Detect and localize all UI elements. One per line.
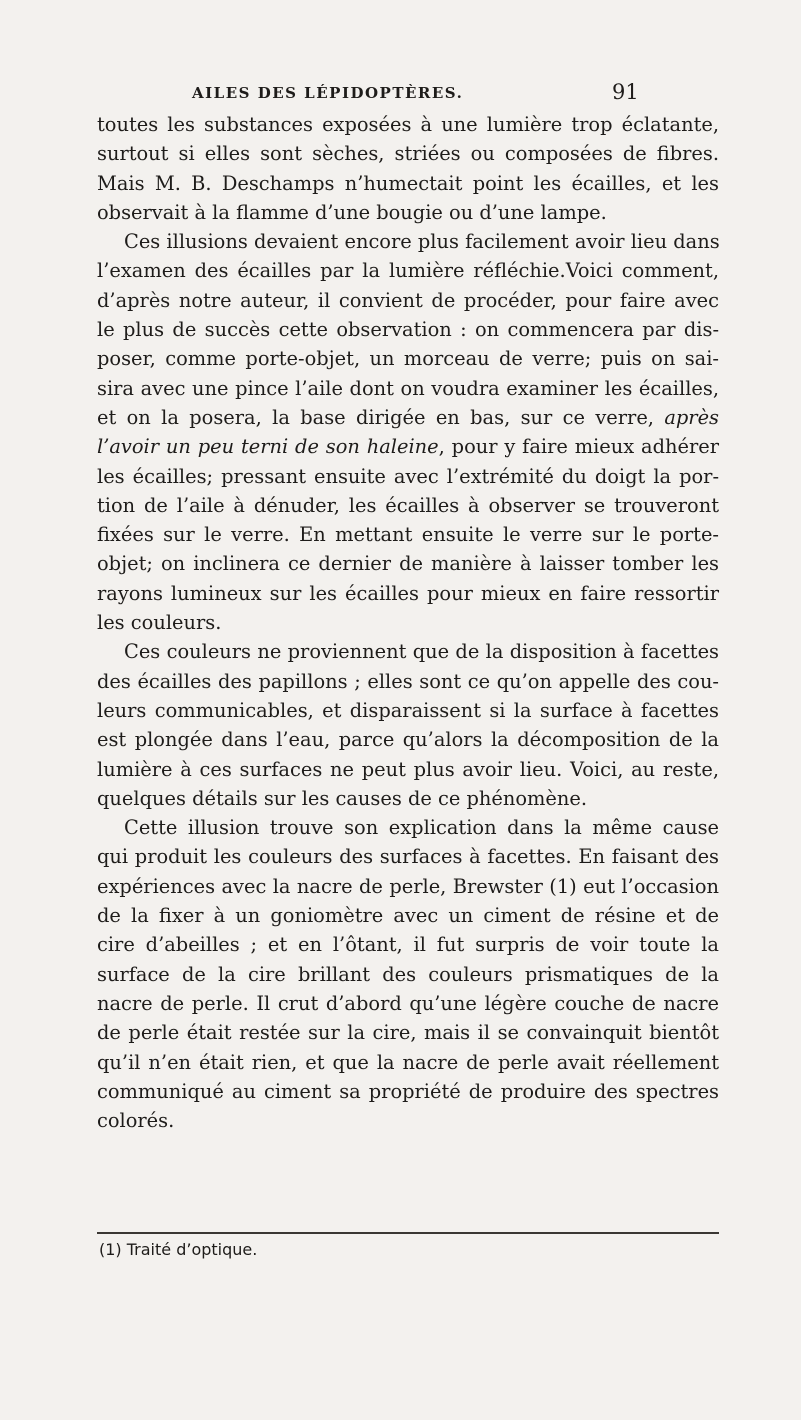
page-number: 91 bbox=[612, 80, 639, 104]
text-line: de perle était restée sur la cire, mais il se convainquit bientôt bbox=[97, 1021, 719, 1045]
text-line: objet; on inclinera ce dernier de manière à laisser tomber les bbox=[97, 552, 719, 576]
text-line: surtout si elles sont sèches, striées ou composées de fibres. bbox=[97, 142, 719, 166]
text-line: des écailles des papillons ; elles sont ce qu’on appelle des cou- bbox=[97, 669, 719, 693]
text-line: est plongée dans l’eau, parce qu’alors la décomposition de la bbox=[97, 728, 719, 752]
text-line: Ces couleurs ne proviennent que de la disposition à facettes bbox=[124, 640, 719, 664]
text-line: de la fixer à un goniomètre avec un ciment de résine et de bbox=[97, 904, 719, 928]
text-line: Ces illusions devaient encore plus facilement avoir lieu dans bbox=[124, 230, 720, 254]
text-line: poser, comme porte-objet, un morceau de verre; puis on sai- bbox=[97, 347, 719, 371]
text-line: Mais M. B. Deschamps n’humectait point les écailles, et les bbox=[97, 171, 719, 195]
text-line: d’après notre auteur, il convient de procéder, pour faire avec bbox=[97, 288, 719, 312]
text-line: quelques détails sur les causes de ce phénomène. bbox=[97, 786, 588, 810]
text-line: qu’il n’en était rien, et que la nacre de perle avait réellement bbox=[97, 1050, 719, 1074]
text-line: les couleurs. bbox=[97, 611, 222, 635]
text-line: lumière à ces surfaces ne peut plus avoir lieu. Voici, au reste, bbox=[97, 757, 719, 781]
paragraph-3 bbox=[97, 637, 719, 813]
paragraph-1 bbox=[97, 110, 719, 227]
text-line: surface de la cire brillant des couleurs prismatiques de la bbox=[97, 962, 719, 986]
text-line-with-italic bbox=[97, 432, 719, 461]
text-line: communiqué au ciment sa propriété de produire des spectres bbox=[97, 1079, 719, 1103]
text-segment: et on la posera, la base dirigée en bas, sur ce verre, bbox=[97, 405, 665, 429]
footnote-rule bbox=[97, 1232, 719, 1234]
text-line: sira avec une pince l’aile dont on voudra examiner les écailles, bbox=[97, 376, 719, 400]
text-line: le plus de succès cette observation : on commencera par dis- bbox=[97, 318, 719, 342]
text-line-with-italic bbox=[97, 403, 719, 432]
paragraph-2 bbox=[97, 227, 719, 637]
text-line: qui produit les couleurs des surfaces à facettes. En faisant des bbox=[97, 845, 719, 869]
paragraph-4 bbox=[97, 813, 719, 1135]
running-header bbox=[0, 80, 801, 110]
text-line: l’examen des écailles par la lumière réfléchie.Voici comment, bbox=[97, 259, 719, 283]
italic-segment: l’avoir un peu terni de son haleine bbox=[97, 435, 439, 459]
text-line: toutes les substances exposées à une lumière trop éclatante, bbox=[97, 113, 719, 136]
italic-segment: après bbox=[664, 405, 719, 429]
text-line: Cette illusion trouve son explication dans la même cause bbox=[124, 816, 719, 840]
text-segment: , pour y faire mieux adhérer bbox=[438, 435, 720, 459]
text-line: colorés. bbox=[97, 1109, 175, 1133]
text-line: expériences avec la nacre de perle, Brewster (1) eut l’occasion bbox=[97, 874, 719, 898]
text-line: les écailles; pressant ensuite avec l’extrémité du doigt la por- bbox=[97, 464, 719, 488]
footnote: (1) Traité d’optique. bbox=[99, 1240, 258, 1259]
text-line: fixées sur le verre. En mettant ensuite le verre sur le porte- bbox=[97, 523, 719, 547]
text-line: observait à la flamme d’une bougie ou d’une lampe. bbox=[97, 200, 607, 224]
running-title: AILES DES LÉPIDOPTÈRES. bbox=[192, 84, 464, 102]
text-line: nacre de perle. Il crut d’abord qu’une légère couche de nacre bbox=[97, 991, 719, 1015]
text-line: rayons lumineux sur les écailles pour mieux en faire ressortir bbox=[97, 581, 719, 605]
body-text bbox=[97, 110, 719, 1135]
text-line: leurs communicables, et disparaissent si la surface à facettes bbox=[97, 698, 719, 722]
text-line: cire d’abeilles ; et en l’ôtant, il fut surpris de voir toute la bbox=[97, 933, 719, 957]
text-line: tion de l’aile à dénuder, les écailles à observer se trouveront bbox=[97, 493, 719, 517]
